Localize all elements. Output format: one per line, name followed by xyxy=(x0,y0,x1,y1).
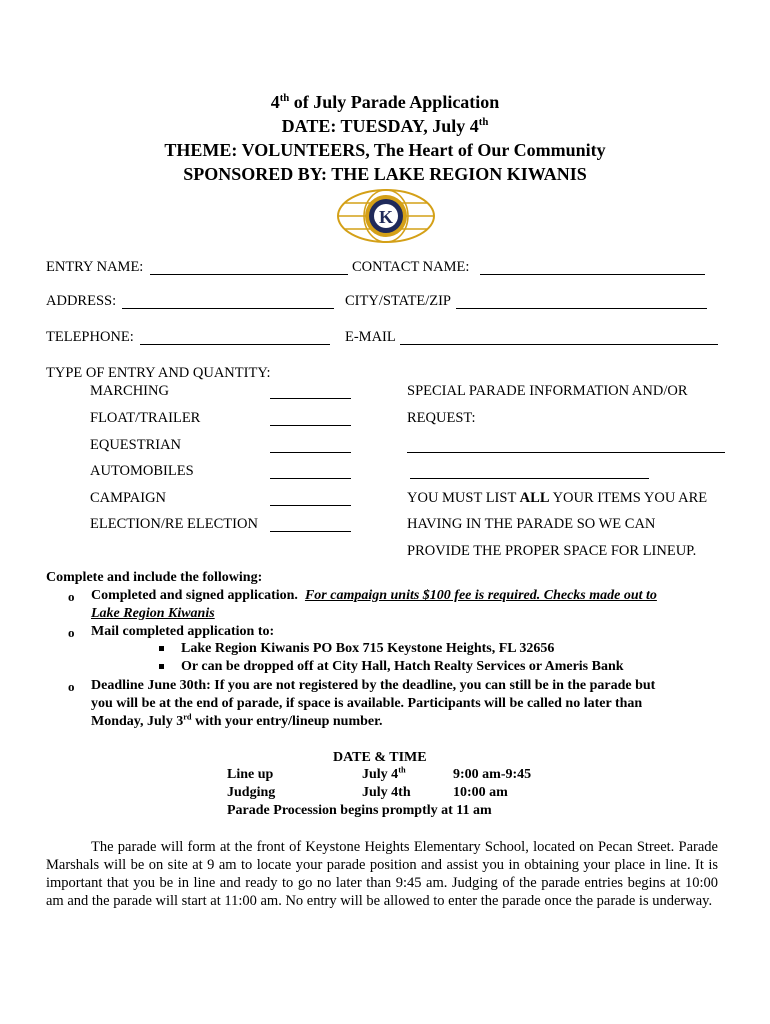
automobiles-quantity-field[interactable] xyxy=(270,478,351,479)
telephone-field[interactable] xyxy=(140,344,330,345)
entry-name-label: ENTRY NAME: xyxy=(46,259,144,275)
entry-type-label: FLOAT/TRAILER xyxy=(90,410,201,426)
lineup-label: Line up xyxy=(227,767,274,782)
special-request-field-1[interactable] xyxy=(407,452,725,453)
lineup-date: July 4th xyxy=(362,765,406,782)
election-quantity-field[interactable] xyxy=(270,531,351,532)
entry-type-label: MARCHING xyxy=(90,383,169,399)
entry-type-label: AUTOMOBILES xyxy=(90,463,194,479)
instruction-item-1: Completed and signed application. For campaign units $100 fee is required. Checks made out to xyxy=(91,588,657,603)
entry-type-label: EQUESTRIAN xyxy=(90,437,182,453)
campaign-quantity-field[interactable] xyxy=(270,505,351,506)
city-state-zip-label: CITY/STATE/ZIP xyxy=(345,293,451,309)
entry-type-label: CAMPAIGN xyxy=(90,490,167,506)
bullet-icon: o xyxy=(68,589,75,604)
square-bullet-icon xyxy=(159,664,164,669)
address-field[interactable] xyxy=(122,308,334,309)
parade-info-paragraph: The parade will form at the front of Keystone Heights Elementary School, located on Pecan Street. Parade Marshals will be on site at 9 am to locate your parade position and assist you in obtaining your place in line. It is important that you be in line and ready to go no later than 9:45 am. Judging of the parade entries begins at 10:00 am and the parade will start at 11:00 am. No entry will be allowed to enter the parade once the parade is underway. xyxy=(46,839,718,909)
bullet-icon: o xyxy=(68,625,75,640)
must-list-note: YOU MUST LIST ALL YOUR ITEMS YOU ARE xyxy=(407,490,708,506)
parade-sponsor: SPONSORED BY: THE LAKE REGION KIWANIS xyxy=(183,164,587,184)
judging-time: 10:00 am xyxy=(453,785,508,800)
judging-label: Judging xyxy=(227,785,276,800)
equestrian-quantity-field[interactable] xyxy=(270,452,351,453)
special-info-label: SPECIAL PARADE INFORMATION AND/OR xyxy=(407,383,688,399)
email-field[interactable] xyxy=(400,344,718,345)
contact-name-field[interactable] xyxy=(480,274,705,275)
instruction-item-2: Mail completed application to: xyxy=(91,624,275,639)
page-title: 4th of July Parade Application xyxy=(270,92,500,112)
parade-date: DATE: TUESDAY, July 4th xyxy=(281,116,489,136)
entry-name-field[interactable] xyxy=(150,274,348,275)
special-info-label-2: REQUEST: xyxy=(407,410,476,426)
address-label: ADDRESS: xyxy=(46,293,117,309)
entry-type-heading: TYPE OF ENTRY AND QUANTITY: xyxy=(46,365,271,381)
float-trailer-quantity-field[interactable] xyxy=(270,425,351,426)
entry-type-label: ELECTION/RE ELECTION xyxy=(90,516,258,532)
deadline-line-1: Deadline June 30th: If you are not registered by the deadline, you can still be in the parade but xyxy=(91,678,656,693)
marching-quantity-field[interactable] xyxy=(270,398,351,399)
instructions-heading: Complete and include the following: xyxy=(46,570,263,585)
contact-name-label: CONTACT NAME: xyxy=(352,259,470,275)
must-list-note-2: HAVING IN THE PARADE SO WE CAN xyxy=(407,516,656,532)
city-state-zip-field[interactable] xyxy=(456,308,707,309)
parade-theme: THEME: VOLUNTEERS, The Heart of Our Community xyxy=(164,140,606,160)
judging-date: July 4th xyxy=(362,785,411,800)
email-label: E-MAIL xyxy=(345,329,396,345)
kiwanis-logo xyxy=(336,186,436,246)
logo-letter: K xyxy=(378,207,394,227)
square-bullet-icon xyxy=(159,646,164,651)
instruction-item-1-note: Lake Region Kiwanis xyxy=(91,606,215,621)
special-request-field-2[interactable] xyxy=(410,478,649,479)
bullet-icon: o xyxy=(68,679,75,694)
deadline-line-3: Monday, July 3rd with your entry/lineup number. xyxy=(91,712,383,729)
must-list-note-3: PROVIDE THE PROPER SPACE FOR LINEUP. xyxy=(407,543,697,559)
mailing-address: Lake Region Kiwanis PO Box 715 Keystone Heights, FL 32656 xyxy=(181,641,555,656)
telephone-label: TELEPHONE: xyxy=(46,329,134,345)
dropoff-locations: Or can be dropped off at City Hall, Hatch Realty Services or Ameris Bank xyxy=(181,659,624,674)
procession-note: Parade Procession begins promptly at 11 am xyxy=(227,803,492,818)
lineup-time: 9:00 am-9:45 xyxy=(453,767,532,782)
schedule-heading: DATE & TIME xyxy=(333,750,427,765)
deadline-line-2: you will be at the end of parade, if space is available. Participants will be called no later than xyxy=(91,696,643,711)
